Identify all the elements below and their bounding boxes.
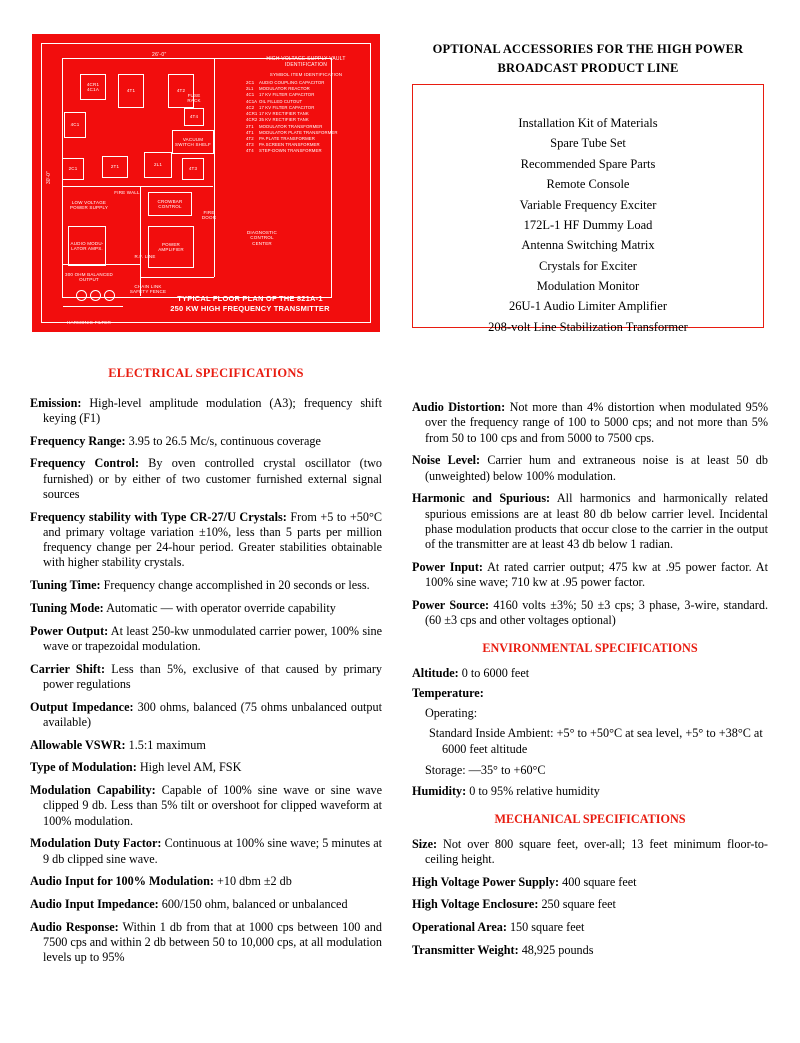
spec-term: Harmonic and Spurious:	[412, 491, 551, 506]
list-item: Spare Tube Set	[550, 136, 626, 151]
spec-text: Continuous at 100% sine wave; 5 minutes at 9 db clipped sine wave.	[43, 836, 382, 866]
spec-item	[30, 624, 382, 655]
spec-term: High Voltage Enclosure:	[412, 897, 539, 912]
spec-item	[412, 453, 768, 484]
spec-item	[412, 897, 768, 912]
legend-item: 2L1 MODULATOR REACTOR	[246, 86, 310, 92]
output-terminal-icon	[90, 290, 101, 301]
spec-term: Power Source:	[412, 597, 490, 612]
spec-term: Output Impedance:	[30, 699, 134, 714]
spec-term: Humidity:	[412, 784, 467, 798]
annotation-fire-door: FIRE DOOR	[201, 210, 217, 221]
equipment-box: VACUUM SWITCH SHELF	[172, 130, 214, 154]
annotation-safety-fence: CHAIN LINK SAFETY FENCE	[129, 284, 167, 295]
legend-item: 2T1 MODULATOR TRANSFORMER	[246, 123, 323, 129]
partition-line	[140, 186, 141, 296]
spec-item	[30, 760, 382, 775]
legend-item: 4CR2 35 KV RECTIFIER TANK	[246, 117, 309, 123]
annotation-fire-wall: FIRE WALL	[114, 190, 140, 195]
equipment-box: 4T4	[184, 108, 204, 126]
section-heading-electrical: ELECTRICAL SPECIFICATIONS	[108, 366, 304, 380]
accessories-title-line-1: OPTIONAL ACCESSORIES FOR THE HIGH POWER	[432, 42, 744, 56]
spec-term: Tuning Time:	[30, 578, 101, 593]
list-item: Installation Kit of Materials	[518, 116, 658, 130]
accessories-list	[413, 113, 763, 337]
equipment-box: 2C1	[62, 158, 84, 180]
partition-line	[214, 186, 215, 277]
spec-item	[30, 836, 382, 867]
spec-term: Audio Distortion:	[412, 400, 506, 414]
spec-text: Capable of 100% sine wave or sine wave clipped 9 db. Less than 5% tilt or overshoot for clipped waveform at 100% modulation.	[43, 783, 382, 828]
equipment-box: 4T1	[118, 74, 144, 108]
spec-text: 3.95 to 26.5 Mc/s, continuous coverage	[125, 433, 321, 448]
spec-item	[30, 783, 382, 829]
electrical-specifications-column	[30, 366, 382, 973]
spec-item	[412, 920, 768, 935]
spec-item	[30, 578, 382, 593]
spec-text: Not over 800 square feet, over-all; 13 feet minimum floor-to-ceiling height.	[425, 836, 768, 866]
spec-item	[30, 662, 382, 693]
spec-text: All harmonics and harmonically related spurious emissions are at least 80 db below carrier level. Incidental phase modulation products that occur close to the carrier in the output of the transmitter are at least 43 db below 1 radian.	[425, 491, 768, 551]
spec-item	[30, 434, 382, 449]
spec-term: Frequency Range:	[30, 433, 126, 448]
spec-term: Allowable VSWR:	[30, 737, 126, 752]
legend-item: 4T4 STEP-DOWN TRANSFORMER	[246, 148, 322, 154]
spec-item	[412, 784, 768, 799]
section-heading-mechanical: MECHANICAL SPECIFICATIONS	[494, 812, 686, 827]
list-item: 172L-1 HF Dummy Load	[523, 217, 653, 232]
spec-item	[30, 738, 382, 753]
spec-item	[30, 396, 382, 427]
spec-text: +5° to +50°C at sea level, +5° to +38°C at 6000 feet altitude	[442, 726, 763, 756]
spec-term: Transmitter Weight:	[412, 942, 519, 957]
spec-term: Operational Area:	[412, 920, 507, 934]
equipment-box: 4T3	[182, 158, 204, 180]
equipment-box: CROWBAR CONTROL	[148, 192, 192, 216]
spec-text: 600/150 ohm, balanced or unbalanced	[158, 897, 348, 912]
figure-caption-line-1: TYPICAL FLOOR PLAN OF THE 821A-1	[177, 293, 323, 303]
list-item: Variable Frequency Exciter	[519, 197, 657, 212]
legend-item: 4C1A OIL FILLED CUTOUT	[246, 98, 303, 104]
list-item: 26U-1 Audio Limiter Amplifier	[509, 299, 667, 314]
equipment-label: LOW VOLTAGE POWER SUPPLY	[69, 199, 109, 210]
spec-item	[412, 875, 768, 890]
spec-text: 250 square feet	[538, 897, 616, 912]
spec-text: 4160 volts ±3%; 50 ±3 cps; 3 phase, 3-wire, standard. (60 ±3 cps and other voltages optional)	[425, 597, 768, 627]
spec-term: Temperature:	[412, 685, 484, 700]
spec-term: Standard Inside Ambient:	[429, 726, 554, 741]
spec-subitem	[412, 726, 768, 757]
spec-term: Tuning Mode:	[30, 600, 104, 615]
partition-line	[63, 186, 213, 187]
annotation-rf-line: R.F. LINE	[134, 254, 156, 259]
spec-term: Modulation Capability:	[30, 783, 156, 798]
spec-item	[30, 897, 382, 912]
spec-item	[30, 874, 382, 889]
spec-term: Frequency stability with Type CR-27/U Crystals:	[30, 509, 287, 524]
spec-item	[412, 943, 768, 958]
spec-item	[412, 686, 768, 701]
spec-term: Audio Input Impedance:	[30, 897, 159, 912]
spec-item	[412, 837, 768, 868]
legend-item: 4C1 17 KV FILTER CAPACITOR	[246, 92, 315, 98]
spec-term: Power Output:	[30, 623, 109, 638]
spec-text: +10 dbm ±2 db	[213, 874, 292, 889]
specifications-right-column	[412, 400, 768, 966]
spec-text: Carrier hum and extraneous noise is at least 50 db (unweighted) below 100% modulation.	[425, 453, 768, 483]
spec-text: 1.5:1 maximum	[125, 737, 206, 752]
list-item: Modulation Monitor	[536, 279, 640, 293]
equipment-box: AUDIO MODU- LATOR AMPS.	[68, 226, 106, 266]
legend-list	[246, 80, 370, 155]
spec-text: Frequency change accomplished in 20 seconds or less.	[100, 578, 370, 593]
spec-item	[30, 601, 382, 616]
spec-term: Emission:	[30, 395, 82, 410]
spec-text: 300 ohms, balanced (75 ohms unbalanced output available)	[43, 699, 382, 729]
legend-item: 4T3 PA SCREEN TRANSFORMER	[246, 142, 320, 148]
spec-term: Carrier Shift:	[30, 661, 106, 676]
spec-item	[412, 491, 768, 552]
legend-subtitle: SYMBOL ITEM IDENTIFICATION	[269, 72, 343, 77]
spec-item	[30, 920, 382, 966]
legend-item: 4T1 MODULATOR PLATE TRANSFORMER	[246, 129, 338, 135]
annotation-balanced-output: 300 OHM BALANCED OUTPUT	[65, 272, 113, 283]
figure-caption	[150, 294, 350, 314]
partition-line	[140, 277, 214, 278]
spec-item	[412, 400, 768, 446]
output-terminal-icon	[104, 290, 115, 301]
spec-text: High level AM, FSK	[136, 760, 242, 775]
equipment-label: FUSE RACK	[187, 92, 201, 103]
spec-text: 0 to 95% relative humidity	[466, 784, 600, 798]
figure-caption-line-2: 250 KW HIGH FREQUENCY TRANSMITTER	[170, 303, 330, 313]
spec-text: 400 square feet	[559, 874, 637, 889]
spec-text: —35° to +60°C	[465, 762, 546, 777]
spec-item	[30, 510, 382, 571]
spec-text: 48,925 pounds	[518, 942, 594, 957]
equipment-box: 2T1	[102, 156, 128, 178]
spec-term: Frequency Control:	[30, 456, 139, 471]
legend-title: HIGH VOLTAGE SUPPLY VAULT IDENTIFICATION	[266, 56, 346, 68]
spec-item	[30, 456, 382, 502]
spec-text: 150 square feet	[506, 920, 585, 934]
spec-text: By oven controlled crystal oscillator (two furnished) or by either of two customer furnished external signal sources	[43, 456, 382, 501]
section-heading-environmental: ENVIRONMENTAL SPECIFICATIONS	[482, 641, 698, 656]
accessories-title	[408, 40, 768, 78]
spec-item	[30, 700, 382, 731]
equipment-box: 2L1	[144, 152, 172, 178]
spec-subitem	[412, 706, 768, 721]
spec-text: Within 1 db from that at 1000 cps between 100 and 7500 cps and within 2 db between 50 to 10,000 cps, at all modulation levels up to 95%	[43, 919, 382, 965]
spec-term: Operating:	[425, 706, 478, 720]
spec-text: Not more than 4% distortion when modulated 95% over the frequency range of 100 to 5000 cps; and not more than 5% from 50 to 100 cps and from 5000 to 7500 cps.	[425, 400, 768, 445]
partition-line	[214, 59, 215, 186]
spec-term: Audio Input for 100% Modulation:	[30, 874, 214, 889]
spec-term: Noise Level:	[412, 453, 481, 468]
spec-term: Audio Response:	[30, 919, 119, 934]
list-item: Crystals for Exciter	[539, 258, 637, 273]
list-item: Recommended Spare Parts	[520, 156, 656, 171]
equipment-box: 4T2	[168, 74, 194, 108]
spec-text: At rated carrier output; 475 kw at .95 power factor. At 100% sine wave; 710 kw at .95 power factor.	[425, 559, 768, 589]
spec-term: Modulation Duty Factor:	[30, 836, 162, 851]
list-item: Remote Console	[546, 177, 630, 192]
spec-term: Power Input:	[412, 559, 483, 574]
list-item: Antenna Switching Matrix	[521, 238, 655, 253]
spec-text: From +5 to +50°C and primary voltage variation ±10%, less than 5 parts per million frequency change per 24-hour period. Greater stabilities obtainable with higher stability crystals.	[43, 509, 382, 570]
partition-line	[63, 306, 123, 307]
output-terminal-icon	[76, 290, 87, 301]
accessories-title-line-2: BROADCAST PRODUCT LINE	[497, 60, 679, 75]
spec-item	[412, 598, 768, 629]
spec-item	[412, 666, 768, 681]
legend-item: 4C2 17 KV FILTER CAPACITOR	[246, 104, 315, 110]
equipment-box: 4CR1 4C1A	[80, 74, 106, 100]
legend-item: 2C1 AUDIO COUPLING CAPACITOR	[246, 80, 325, 85]
spec-term: High Voltage Power Supply:	[412, 874, 560, 889]
spec-term: Size:	[412, 836, 438, 851]
spec-text: At least 250-kw unmodulated carrier power, 100% sine wave or trapezoidal modulation.	[43, 623, 382, 653]
spec-term: Type of Modulation:	[30, 760, 137, 775]
spec-text: 0 to 6000 feet	[458, 665, 530, 680]
equipment-box: 4C1	[64, 112, 86, 138]
legend-item: 4CR1 17 KV RECTIFIER TANK	[246, 111, 309, 117]
spec-text: Less than 5%, exclusive of that caused by primary power regulations	[43, 661, 382, 691]
legend-item: 4T2 PA PLATE TRANSFORMER	[246, 135, 315, 141]
dimension-top: 26'-0"	[152, 52, 167, 58]
spec-term: Storage:	[425, 762, 466, 777]
spec-item	[412, 560, 768, 591]
annotation-diagnostic-control-center: DIAGNOSTIC CONTROL CENTER	[246, 230, 277, 246]
annotation-harmonic-filter: HARMONIC FILTER	[67, 320, 111, 325]
spec-subitem	[412, 763, 768, 778]
floor-plan-diagram	[32, 34, 380, 332]
spec-text: High-level amplitude modulation (A3); frequency shift keying (F1)	[43, 395, 382, 425]
dimension-left: 30'-0"	[46, 171, 52, 184]
spec-text: Automatic — with operator override capability	[103, 600, 336, 615]
spec-term: Altitude:	[412, 665, 459, 680]
accessories-box	[412, 84, 764, 334]
equipment-box: POWER AMPLIFIER	[148, 226, 194, 268]
list-item: 208-volt Line Stabilization Transformer	[488, 319, 688, 334]
